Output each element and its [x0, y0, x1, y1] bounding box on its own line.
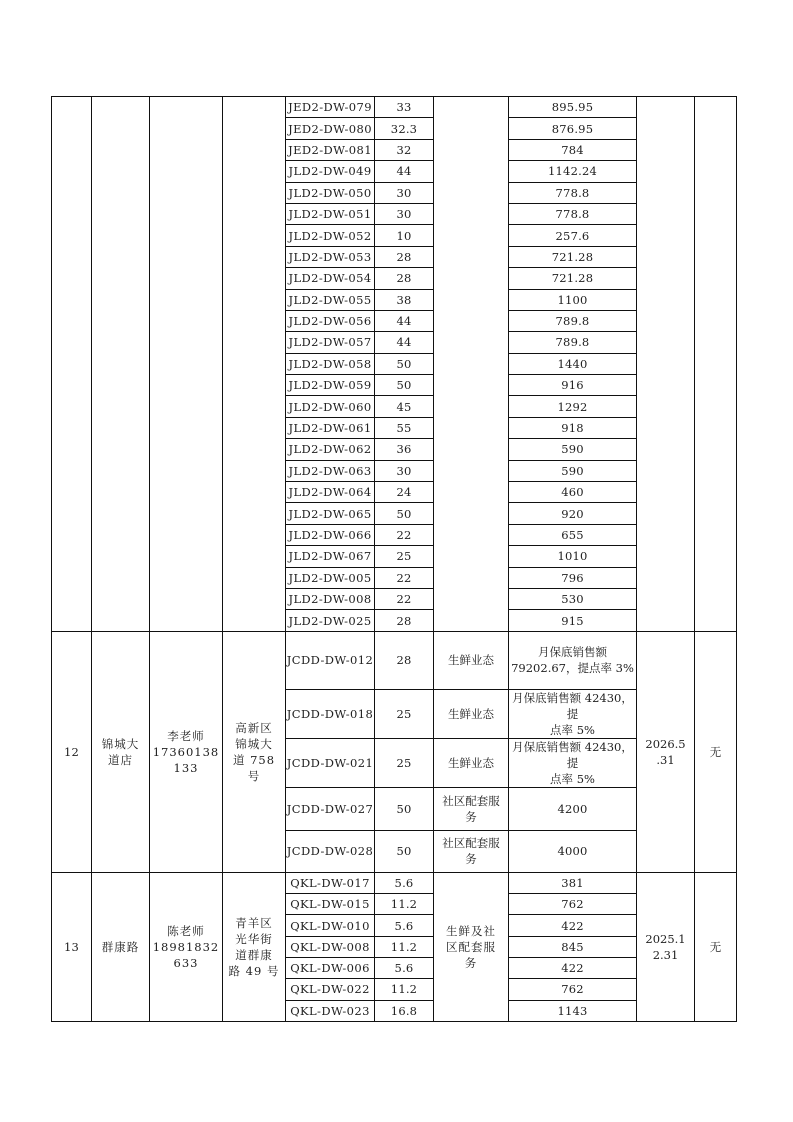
- cell-area: 38: [375, 289, 434, 310]
- cell-price-note: 月保底销售额 79202.67，提点率 3%: [509, 631, 637, 689]
- cell-code: JLD2-DW-054: [286, 268, 375, 289]
- cell-code: JLD2-DW-051: [286, 203, 375, 224]
- cell-area: 44: [375, 332, 434, 353]
- cell-price: 4000: [509, 830, 637, 872]
- cell-area: 25: [375, 738, 434, 787]
- cell-price: 845: [509, 936, 637, 957]
- cell-area: 25: [375, 689, 434, 738]
- cell-store-name: 群康路: [92, 872, 150, 1021]
- cell-area: 5.6: [375, 872, 434, 893]
- cell-code: JLD2-DW-049: [286, 161, 375, 182]
- cell-area: 28: [375, 246, 434, 267]
- cell-type: 生鲜业态: [434, 738, 509, 787]
- cell-contact: 李老师 17360138 133: [150, 631, 223, 872]
- cell-type: 生鲜及社 区配套服 务: [434, 872, 509, 1021]
- cell-no: 12: [52, 631, 92, 872]
- cell-remark: 无: [695, 872, 737, 1021]
- cell-price: 422: [509, 957, 637, 978]
- cell-code: QKL-DW-017: [286, 872, 375, 893]
- cell-code: JLD2-DW-050: [286, 182, 375, 203]
- cell-price: 778.8: [509, 203, 637, 224]
- cell-price: 721.28: [509, 268, 637, 289]
- cell-price: 918: [509, 417, 637, 438]
- cell-area: 28: [375, 610, 434, 631]
- cell-area: 32: [375, 139, 434, 160]
- cell-area: 55: [375, 417, 434, 438]
- cell-area: 44: [375, 310, 434, 331]
- cell-code: JCDD-DW-021: [286, 738, 375, 787]
- cell-price: 655: [509, 524, 637, 545]
- cell-price: 1143: [509, 1000, 637, 1021]
- cell-area: 24: [375, 482, 434, 503]
- cell-price: 721.28: [509, 246, 637, 267]
- cell-price: 530: [509, 588, 637, 609]
- cell-area: 16.8: [375, 1000, 434, 1021]
- cell-price: 1142.24: [509, 161, 637, 182]
- cell-area: 28: [375, 631, 434, 689]
- cell-price: 796: [509, 567, 637, 588]
- cell-code: JLD2-DW-063: [286, 460, 375, 481]
- cell-area: 45: [375, 396, 434, 417]
- cell-area: 22: [375, 588, 434, 609]
- cell-type-empty: [434, 97, 509, 632]
- cell-price: 895.95: [509, 97, 637, 118]
- cell-area: 30: [375, 460, 434, 481]
- cell-remark-empty: [695, 97, 737, 632]
- cell-code: JED2-DW-079: [286, 97, 375, 118]
- cell-address: 高新区 锦城大 道 758 号: [223, 631, 286, 872]
- cell-price: 1100: [509, 289, 637, 310]
- cell-type: 生鲜业态: [434, 689, 509, 738]
- cell-area: 30: [375, 182, 434, 203]
- cell-code: QKL-DW-008: [286, 936, 375, 957]
- cell-area: 33: [375, 97, 434, 118]
- cell-code: QKL-DW-022: [286, 979, 375, 1000]
- cell-price: 920: [509, 503, 637, 524]
- cell-price: 381: [509, 872, 637, 893]
- cell-code: JED2-DW-080: [286, 118, 375, 139]
- cell-code: JCDD-DW-018: [286, 689, 375, 738]
- cell-code: JLD2-DW-060: [286, 396, 375, 417]
- cell-type: 社区配套服 务: [434, 787, 509, 830]
- cell-price: 257.6: [509, 225, 637, 246]
- cell-contact: 陈老师 18981832 633: [150, 872, 223, 1021]
- cell-area: 50: [375, 353, 434, 374]
- cell-price-note: 月保底销售额 42430，提 点率 5%: [509, 738, 637, 787]
- cell-code: JLD2-DW-065: [286, 503, 375, 524]
- lease-table: [51, 96, 737, 1022]
- cell-code: JLD2-DW-005: [286, 567, 375, 588]
- cell-area: 11.2: [375, 894, 434, 915]
- cell-area: 28: [375, 268, 434, 289]
- cell-store-name: 锦城大 道店: [92, 631, 150, 872]
- cell-area: 32.3: [375, 118, 434, 139]
- cell-area: 44: [375, 161, 434, 182]
- cell-area: 22: [375, 567, 434, 588]
- cell-area: 5.6: [375, 915, 434, 936]
- cell-area: 10: [375, 225, 434, 246]
- cell-price: 789.8: [509, 310, 637, 331]
- cell-address: 青羊区 光华街 道群康 路 49 号: [223, 872, 286, 1021]
- cell-code: QKL-DW-010: [286, 915, 375, 936]
- cell-code: JLD2-DW-064: [286, 482, 375, 503]
- cell-date: 2025.1 2.31: [637, 872, 695, 1021]
- cell-code: JLD2-DW-052: [286, 225, 375, 246]
- cell-price: 590: [509, 460, 637, 481]
- cell-code: JLD2-DW-059: [286, 375, 375, 396]
- cell-area: 50: [375, 830, 434, 872]
- cell-area: 11.2: [375, 936, 434, 957]
- cell-price: 460: [509, 482, 637, 503]
- cell-no: 13: [52, 872, 92, 1021]
- cell-code: QKL-DW-015: [286, 894, 375, 915]
- cell-code: JCDD-DW-012: [286, 631, 375, 689]
- cell-code: JLD2-DW-066: [286, 524, 375, 545]
- cell-contact-empty: [150, 97, 223, 632]
- cell-price: 4200: [509, 787, 637, 830]
- cell-remark: 无: [695, 631, 737, 872]
- cell-type: 生鲜业态: [434, 631, 509, 689]
- cell-price: 422: [509, 915, 637, 936]
- cell-name-empty: [92, 97, 150, 632]
- cell-area: 22: [375, 524, 434, 545]
- cell-area: 11.2: [375, 979, 434, 1000]
- cell-price: 916: [509, 375, 637, 396]
- cell-price: 590: [509, 439, 637, 460]
- cell-price: 789.8: [509, 332, 637, 353]
- table-body: [52, 97, 737, 1022]
- cell-area: 36: [375, 439, 434, 460]
- cell-area: 50: [375, 503, 434, 524]
- cell-code: JLD2-DW-062: [286, 439, 375, 460]
- cell-area: 50: [375, 375, 434, 396]
- cell-price: 784: [509, 139, 637, 160]
- cell-code: QKL-DW-006: [286, 957, 375, 978]
- cell-area: 50: [375, 787, 434, 830]
- cell-price: 876.95: [509, 118, 637, 139]
- cell-code: JLD2-DW-008: [286, 588, 375, 609]
- cell-price: 762: [509, 979, 637, 1000]
- cell-code: JLD2-DW-067: [286, 546, 375, 567]
- table-row: [52, 872, 737, 893]
- cell-date: 2026.5 .31: [637, 631, 695, 872]
- cell-code: JCDD-DW-028: [286, 830, 375, 872]
- cell-code: JED2-DW-081: [286, 139, 375, 160]
- cell-price: 762: [509, 894, 637, 915]
- cell-code: JLD2-DW-058: [286, 353, 375, 374]
- cell-code: JCDD-DW-027: [286, 787, 375, 830]
- cell-price: 1010: [509, 546, 637, 567]
- cell-code: QKL-DW-023: [286, 1000, 375, 1021]
- cell-code: JLD2-DW-056: [286, 310, 375, 331]
- cell-address-empty: [223, 97, 286, 632]
- cell-code: JLD2-DW-055: [286, 289, 375, 310]
- cell-code: JLD2-DW-053: [286, 246, 375, 267]
- cell-code: JLD2-DW-061: [286, 417, 375, 438]
- cell-code: JLD2-DW-057: [286, 332, 375, 353]
- cell-area: 30: [375, 203, 434, 224]
- cell-code: JLD2-DW-025: [286, 610, 375, 631]
- cell-price-note: 月保底销售额 42430，提 点率 5%: [509, 689, 637, 738]
- cell-type: 社区配套服 务: [434, 830, 509, 872]
- cell-price: 1440: [509, 353, 637, 374]
- cell-price: 1292: [509, 396, 637, 417]
- cell-price: 778.8: [509, 182, 637, 203]
- table-row: [52, 631, 737, 689]
- cell-no-empty: [52, 97, 92, 632]
- cell-price: 915: [509, 610, 637, 631]
- cell-area: 5.6: [375, 957, 434, 978]
- cell-area: 25: [375, 546, 434, 567]
- table-row: [52, 97, 737, 118]
- cell-date-empty: [637, 97, 695, 632]
